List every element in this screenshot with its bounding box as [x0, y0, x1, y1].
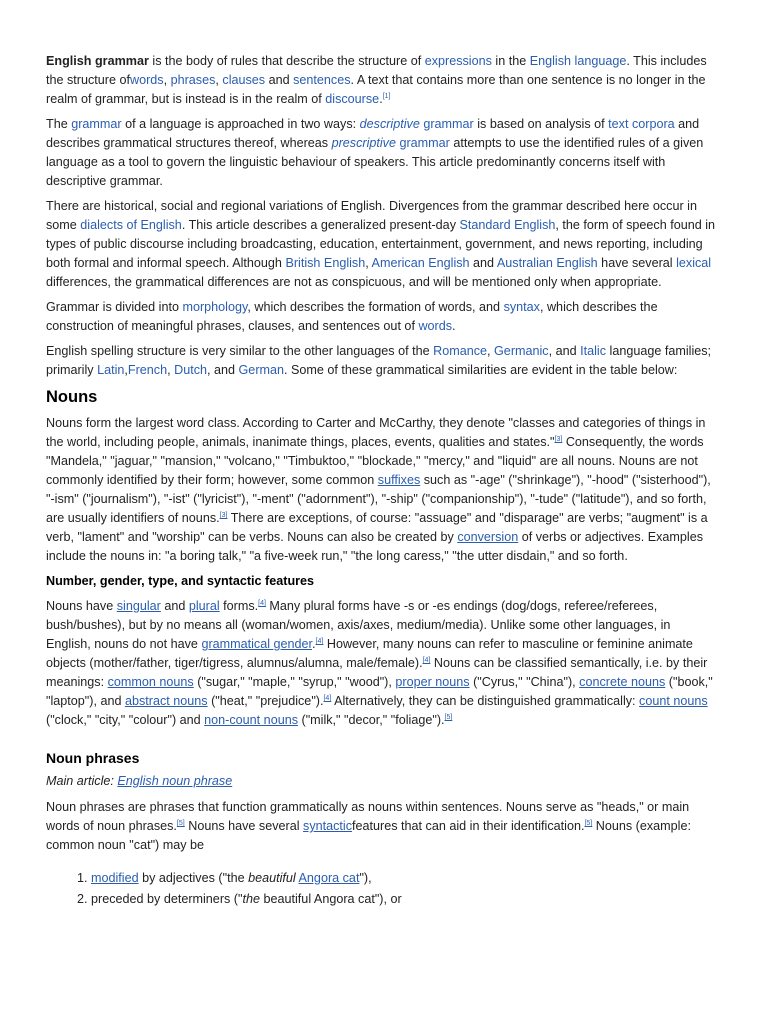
- link-common-nouns[interactable]: common nouns: [107, 675, 194, 689]
- text: Consequently, the words "Mandela," "jaguar," "mansion," "volcano," "Timbuktoo," "blockade," "mercy," and "liquid" are all nouns. Nouns are not commonly identified by their form; however, some common: [46, 435, 704, 487]
- link-syntax[interactable]: syntax: [503, 300, 540, 314]
- text: of a language is approached in two ways:: [121, 117, 360, 131]
- text: , and: [207, 363, 239, 377]
- text: . This article describes a generalized present-day: [181, 218, 460, 232]
- reference-link[interactable]: [3]: [554, 436, 563, 443]
- text: ("Cyrus," "China"),: [469, 675, 580, 689]
- text: , and: [548, 344, 581, 358]
- reference-marker: [445, 714, 453, 721]
- emphasis: beautiful: [248, 871, 296, 885]
- text: "),: [359, 871, 372, 885]
- text: differences, the grammatical differences are not as conspicuous, and will be mentioned only when appropriate.: [46, 275, 662, 289]
- text: features that can aid in their identification.: [352, 819, 585, 833]
- paragraph-number-gender: [46, 597, 718, 730]
- reference-link[interactable]: [1]: [382, 93, 391, 100]
- paragraph-spelling: [46, 342, 718, 380]
- text: ("clock," "city," "colour") and: [46, 713, 205, 727]
- text: . This includes the structure of: [46, 54, 707, 87]
- text: Nouns can be classified semantically, i.e. by their meanings:: [46, 656, 708, 689]
- link-syntactic[interactable]: syntactic: [303, 819, 353, 833]
- text: There are historical, social and regional variations of English. Divergences from the grammar described here occur in some: [46, 199, 697, 232]
- link-germanic[interactable]: Germanic: [494, 344, 549, 358]
- link-abstract-nouns[interactable]: abstract nouns: [124, 694, 208, 708]
- text: Nouns form the largest word class. According to Carter and McCarthy, they denote "classes and categories of things in the world, including people, animals, inanimate things, places, events, qualities and states.": [46, 416, 706, 449]
- text: Noun phrases are phrases that function grammatically as nouns within sentences. Nouns serve as "heads," or main words of noun phrases.: [46, 800, 690, 833]
- text: .: [379, 92, 383, 106]
- text: ("milk," "decor," "foliage").: [298, 713, 445, 727]
- text: in the: [491, 54, 530, 68]
- paragraph-approaches: [46, 115, 718, 191]
- text: such as "-age" ("shrinkage"), "-hood" ("sisterhood"), "-ism" ("journalism"), "-ist" ("lyricist"), "-ment" ("adornment"), "-ship" ("companionship"), "-tude" ("latitude"), and so forth, are usually identifiers of nouns.: [46, 473, 711, 525]
- text: language families; primarily: [46, 344, 712, 377]
- reference-marker: [258, 600, 266, 607]
- list-item: [91, 890, 718, 909]
- link-singular[interactable]: singular: [116, 599, 161, 613]
- link-non-count-nouns[interactable]: non-count nouns: [204, 713, 298, 727]
- paragraph-morphology-syntax: [46, 298, 718, 336]
- text: and describes grammatical structures thereof, whereas: [46, 117, 700, 150]
- link-dutch[interactable]: Dutch: [174, 363, 207, 377]
- text: and: [265, 73, 294, 87]
- link-sentences[interactable]: sentences: [293, 73, 351, 87]
- text: preceded by determiners (": [91, 892, 243, 906]
- text: of verbs or adjectives. Examples include the nouns in: "a boring talk," "a five-week run," "the long caress," "the utter disdain," and so forth.: [46, 530, 704, 563]
- reference-link[interactable]: [5]: [584, 820, 593, 827]
- reference-marker: [383, 93, 391, 100]
- text: . A text that contains more than one sentence is no longer in the realm of grammar, but is instead is in the realm of: [46, 73, 706, 106]
- paragraph-nouns: [46, 414, 718, 566]
- text: English spelling structure is very similar to the other languages of the: [46, 344, 434, 358]
- text: Nouns have: [46, 599, 117, 613]
- link-words[interactable]: words: [130, 73, 164, 87]
- reference-link[interactable]: [5]: [444, 714, 453, 721]
- link-german[interactable]: German: [238, 363, 285, 377]
- link-concrete-nouns[interactable]: concrete nouns: [579, 675, 666, 689]
- text: ("sugar," "maple," "syrup," "wood"),: [193, 675, 396, 689]
- link-clauses[interactable]: clauses: [222, 73, 266, 87]
- intro-paragraph: [46, 52, 718, 109]
- text: by adjectives ("the: [138, 871, 249, 885]
- reference-link[interactable]: [3]: [219, 512, 228, 519]
- emphasis: descriptive: [359, 117, 420, 131]
- link-plural[interactable]: plural: [188, 599, 220, 613]
- link-grammar[interactable]: grammar: [71, 117, 122, 131]
- text: ,: [215, 73, 223, 87]
- reference-link[interactable]: [4]: [323, 695, 332, 702]
- link-discourse[interactable]: discourse: [325, 92, 380, 106]
- text: There are exceptions, of course: "assuage" and "disparage" are verbs; "augment" is a verb, "lament" and "worship" can be verbs. Nouns can also be created by: [46, 511, 708, 544]
- link-morphology[interactable]: morphology: [182, 300, 248, 314]
- link-french[interactable]: French: [127, 363, 168, 377]
- text: Alternatively, they can be distinguished grammatically:: [331, 694, 640, 708]
- text: Nouns have several: [184, 819, 304, 833]
- text: beautiful Angora cat"), or: [260, 892, 402, 906]
- reference-link[interactable]: [4]: [422, 657, 431, 664]
- link-italic[interactable]: Italic: [580, 344, 607, 358]
- link-suffixes[interactable]: suffixes: [377, 473, 421, 487]
- link-phrases[interactable]: phrases: [170, 73, 216, 87]
- link-text-corpora[interactable]: text corpora: [608, 117, 675, 131]
- noun-features-list: [46, 869, 718, 909]
- link-count-nouns[interactable]: count nouns: [639, 694, 708, 708]
- text: However, many nouns can refer to masculine or feminine animate objects (mother/father, tiger/tigress, alumnus/alumna, male/female).: [46, 637, 693, 670]
- text: Nouns (example: common noun "cat") may be: [46, 819, 691, 852]
- link-british-english[interactable]: British English: [285, 256, 366, 270]
- main-article-hatnote: [46, 772, 718, 791]
- paragraph-noun-phrases: [46, 798, 718, 855]
- link-text: grammar: [419, 117, 474, 131]
- text: attempts to use the identified rules of a given language as a tool to govern the linguistic behaviour of speakers. This article predominantly concerns itself with descriptive grammar.: [46, 136, 704, 188]
- text: . Some of these grammatical similarities are evident in the table below:: [284, 363, 678, 377]
- text: ,: [487, 344, 495, 358]
- link-latin[interactable]: Latin: [97, 363, 125, 377]
- link-australian-english[interactable]: Australian English: [496, 256, 598, 270]
- text: ("book," "laptop"), and: [46, 675, 713, 708]
- text: and: [469, 256, 497, 270]
- text: The: [46, 117, 72, 131]
- link-romance[interactable]: Romance: [433, 344, 488, 358]
- list-item: [91, 869, 718, 888]
- text: , which describes the formation of words, and: [247, 300, 504, 314]
- link-prescriptive-grammar[interactable]: [332, 136, 450, 150]
- link-text: grammar: [395, 136, 450, 150]
- link-american-english[interactable]: American English: [371, 256, 470, 270]
- subsection-heading-number-gender: Number, gender, type, and syntactic features: [46, 574, 315, 588]
- link-english-noun-phrase[interactable]: English noun phrase: [117, 774, 233, 788]
- text: ,: [124, 363, 128, 377]
- text: forms.: [219, 599, 259, 613]
- link-lexical[interactable]: lexical: [676, 256, 712, 270]
- text: ,: [163, 73, 171, 87]
- article-body: [46, 52, 718, 911]
- text: is the body of rules that describe the structure of: [148, 54, 425, 68]
- link-proper-nouns[interactable]: proper nouns: [395, 675, 470, 689]
- text: ("heat," "prejudice").: [207, 694, 324, 708]
- emphasis: the: [242, 892, 260, 906]
- link-standard-english[interactable]: Standard English: [459, 218, 556, 232]
- text: , which describes the construction of meaningful phrases, clauses, and sentences out of: [46, 300, 658, 333]
- link-words[interactable]: words: [418, 319, 453, 333]
- text: ,: [167, 363, 175, 377]
- section-heading-nouns: Nouns: [46, 388, 98, 406]
- reference-link[interactable]: [4]: [315, 638, 324, 645]
- text: and: [160, 599, 189, 613]
- emphasis: prescriptive: [331, 136, 396, 150]
- text: ,: [365, 256, 372, 270]
- period: .: [312, 637, 316, 651]
- reference-link[interactable]: [5]: [176, 820, 185, 827]
- text: .: [452, 319, 456, 333]
- section-heading-noun-phrases: Noun phrases: [46, 750, 140, 766]
- reference-marker: [177, 820, 185, 827]
- hatnote-label: Main article:: [46, 774, 118, 788]
- reference-link[interactable]: [4]: [258, 600, 266, 607]
- text: Many plural forms have -s or -es endings (dog/dogs, referee/referees, bush/bushes), but by no means all (woman/women, axis/axes, medium/media). Unlike some other languages, in English, nouns do not have: [46, 599, 671, 651]
- link-dialects-of-english[interactable]: dialects of English: [80, 218, 182, 232]
- link-descriptive-grammar[interactable]: [360, 117, 474, 131]
- text: , the form of speech found in types of public discourse including broadcasting, education, entertainment, government, and news reporting, including both formal and informal speech. Although: [46, 218, 716, 270]
- article-subject: English grammar: [46, 54, 149, 68]
- link-angora-cat[interactable]: Angora cat: [298, 871, 360, 885]
- paragraph-variations: [46, 197, 718, 292]
- link-expressions[interactable]: expressions: [424, 54, 492, 68]
- link-grammatical-gender[interactable]: grammatical gender: [201, 637, 313, 651]
- link-conversion[interactable]: conversion: [457, 530, 519, 544]
- text: have several: [597, 256, 677, 270]
- link-modified[interactable]: modified: [91, 871, 139, 885]
- text: is based on analysis of: [473, 117, 609, 131]
- text: Grammar is divided into: [46, 300, 183, 314]
- link-english-language[interactable]: English language: [529, 54, 627, 68]
